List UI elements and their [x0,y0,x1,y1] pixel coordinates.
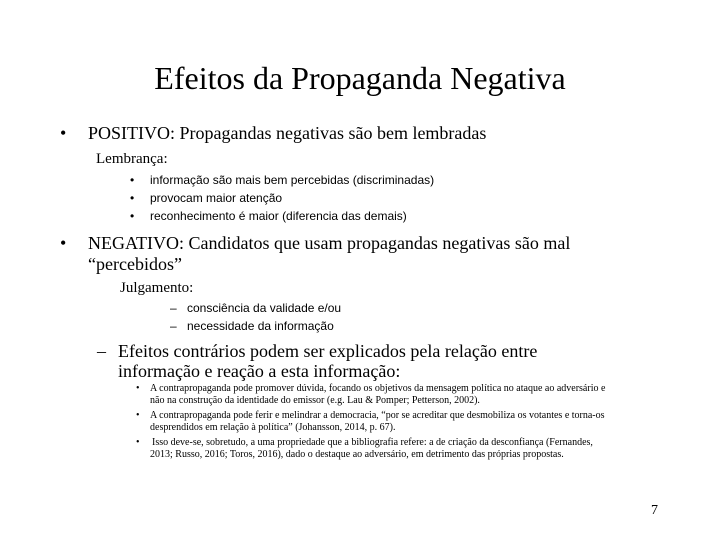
dash-marker: – [170,319,177,333]
positivo-subheading: Lembrança: [96,151,168,167]
negativo-bullet-line1: NEGATIVO: Candidatos que usam propagandas negativas são mal [88,233,571,253]
bullet-marker: • [130,191,135,205]
positivo-item: provocam maior atenção [150,191,283,205]
positivo-item: reconhecimento é maior (diferencia das demais) [150,209,407,223]
negativo-subheading: Julgamento: [120,280,194,296]
negativo-bullet-line2: “percebidos” [88,254,182,274]
bullet-marker: • [130,173,135,187]
bullet-marker: • [60,123,67,143]
negativo-item: necessidade da informação [187,319,334,333]
efeitos-line1: Efeitos contrários podem ser explicados pela relação entre [118,341,538,361]
bullet-marker: • [136,383,140,394]
efeitos-item-line2: não na construção da identidade do emissor (e.g. Lau & Pomper; Petterson, 2002). [150,394,480,406]
dash-marker: – [170,301,177,315]
bullet-marker: • [60,233,67,253]
positivo-bullet: POSITIVO: Propagandas negativas são bem lembradas [88,123,487,143]
efeitos-line2: informação e reação a esta informação: [118,361,401,381]
efeitos-item-line2: 2013; Russo, 2016; Toros, 2016), dado o destaque ao adversário, em detrimento das próprias propostas. [150,448,564,460]
bullet-marker: • [136,437,140,448]
efeitos-item-line2: desprendidos em relação à política” (Johansson, 2014, p. 67). [150,421,396,433]
efeitos-item-line1: A contrapropaganda pode promover dúvida, focando os objetivos da mensagem política no ataque ao adversário e [150,383,606,394]
bullet-marker: • [130,209,135,223]
efeitos-item-line1: A contrapropaganda pode ferir e melindrar a democracia, “por se acreditar que desmobiliza os votantes e torna-os [150,410,605,421]
slide-title: Efeitos da Propaganda Negativa [154,60,566,96]
bullet-marker: • [136,410,140,421]
page-number: 7 [651,503,658,518]
positivo-item: informação são mais bem percebidas (discriminadas) [150,173,435,187]
efeitos-item-line1: Isso deve-se, sobretudo, a uma propriedade que a bibliografia refere: a de criação da desconfiança (Fernandes, [152,437,593,448]
negativo-item: consciência da validade e/ou [187,301,342,315]
dash-marker: – [97,341,106,361]
